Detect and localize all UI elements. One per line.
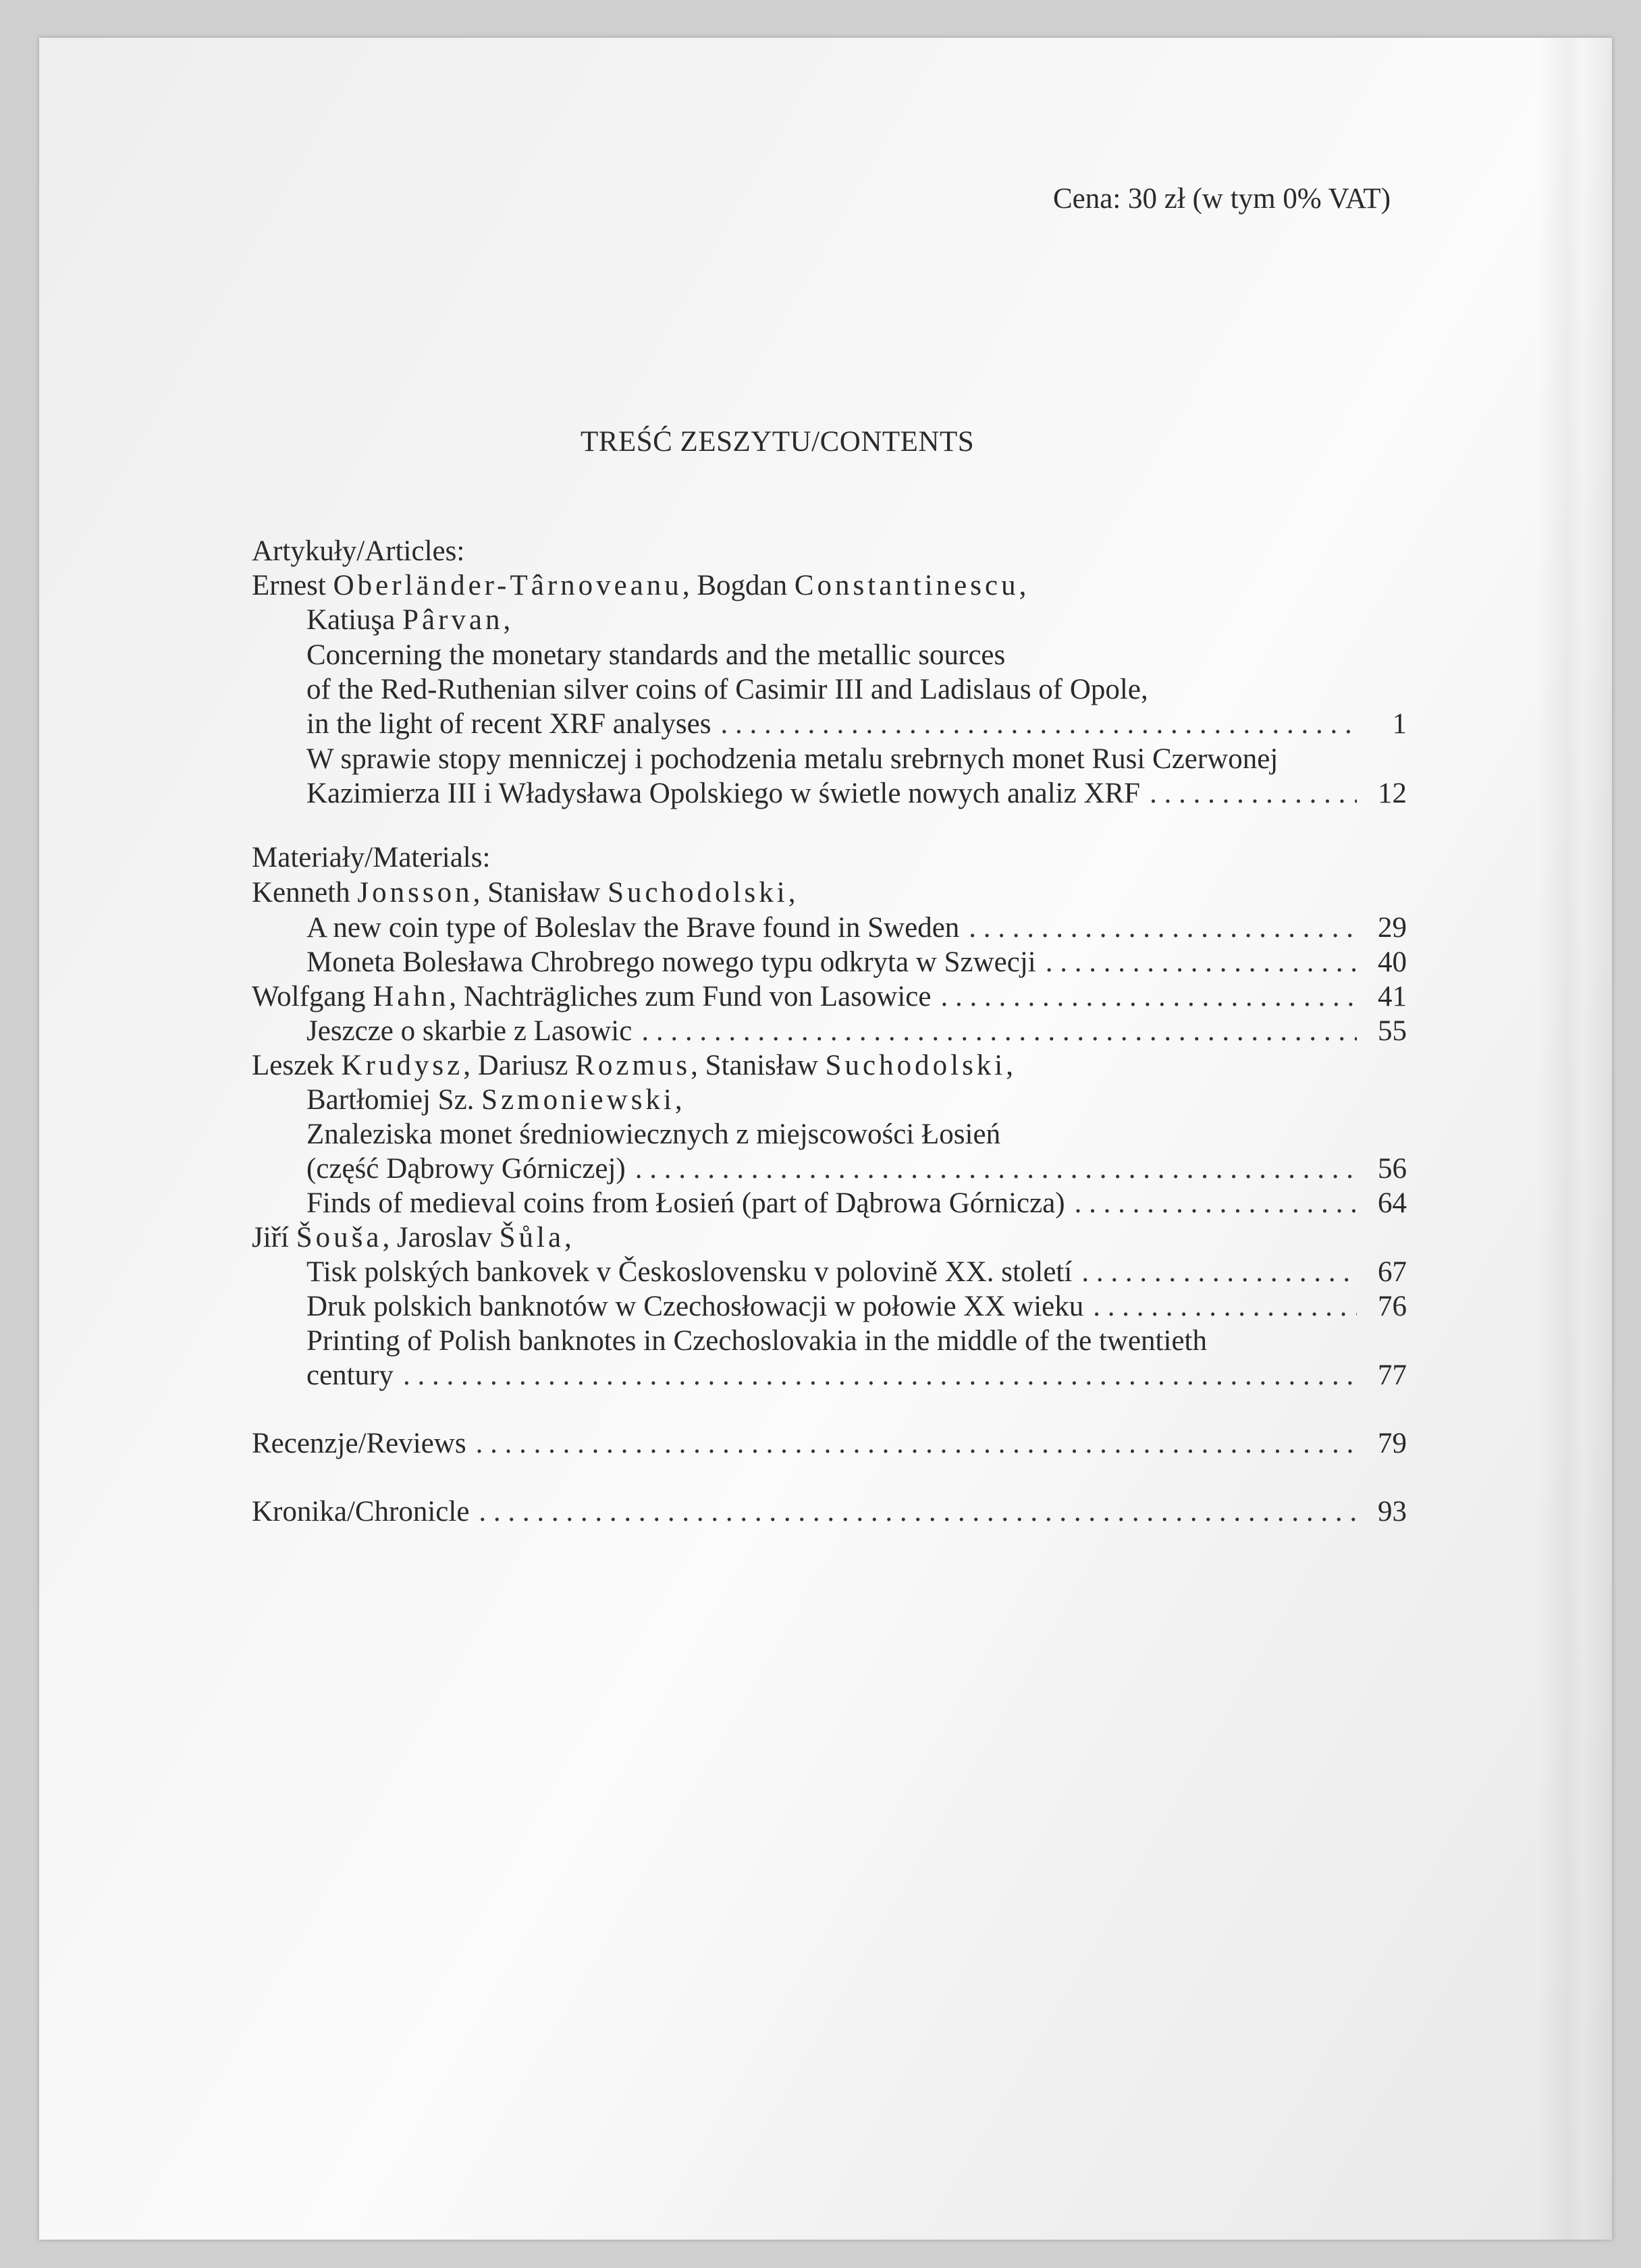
toc-entry[interactable]: Wolfgang Hahn, Nachträgliches zum Fund von Lasowice . . . 41	[252, 979, 1407, 1015]
article-authors-line-2: Katiuşa Pârvan,	[306, 604, 511, 636]
article-title-line-2: of the Red-Ruthenian silver coins of Casimir III and Ladislaus of Opole,	[306, 674, 1148, 705]
page-number: 64	[1378, 1187, 1407, 1219]
materials-authors-3: Leszek Krudysz, Dariusz Rozmus, Stanisław Suchodolski,	[252, 1050, 1014, 1081]
page-number: 12	[1378, 778, 1407, 809]
page-number: 41	[1378, 981, 1407, 1013]
article-title-line-1: Concerning the monetary standards and the metallic sources	[306, 639, 1006, 671]
articles-section-label: Artykuły/Articles:	[252, 535, 465, 567]
toc-entry[interactable]: Druk polskich banknotów w Czechosłowacji w połowie XX wieku . . . 76	[306, 1289, 1407, 1324]
materials-title-8-line-1: Printing of Polish banknotes in Czechoslovakia in the middle of the twentieth	[306, 1325, 1207, 1357]
page-number: 40	[1378, 946, 1407, 978]
toc-entry[interactable]: Finds of medieval coins from Łosień (part of Dąbrowa Górnicza) . . . 64	[306, 1186, 1407, 1221]
price-label: Cena: 30 zł (w tym 0% VAT)	[1053, 183, 1391, 215]
page-number: 67	[1378, 1256, 1407, 1288]
toc-entry[interactable]: Tisk polských bankovek v Československu v polovině XX. století . . . 67	[306, 1255, 1407, 1290]
spine-shadow	[1538, 38, 1612, 2240]
page-number: 77	[1378, 1359, 1407, 1391]
page-number: 93	[1378, 1496, 1407, 1528]
page-number: 1	[1392, 708, 1407, 740]
toc-entry[interactable]: century . . . 77	[306, 1358, 1407, 1393]
toc-entry[interactable]: (część Dąbrowy Górniczej) . . . 56	[306, 1152, 1407, 1187]
toc-entry-chronicle[interactable]: Kronika/Chronicle . . . 93	[252, 1494, 1407, 1530]
toc-entry[interactable]: A new coin type of Boleslav the Brave found in Sweden . . . 29	[306, 911, 1407, 946]
article-pl-title-line-1: W sprawie stopy menniczej i pochodzenia metalu srebrnych monet Rusi Czerwonej	[306, 743, 1279, 775]
page-number: 55	[1378, 1015, 1407, 1047]
article-authors-line-1: Ernest Oberländer-Târnoveanu, Bogdan Constantinescu,	[252, 570, 1027, 601]
page-number: 56	[1378, 1153, 1407, 1185]
toc-entry[interactable]: Moneta Bolesława Chrobrego nowego typu odkryta w Szwecji . . . 40	[306, 945, 1407, 980]
contents-heading: TREŚĆ ZESZYTU/CONTENTS	[581, 426, 975, 458]
toc-entry-reviews[interactable]: Recenzje/Reviews . . . 79	[252, 1426, 1407, 1461]
materials-title-4-line-1: Znaleziska monet średniowiecznych z miejscowości Łosień	[306, 1118, 1001, 1150]
toc-entry[interactable]: in the light of recent XRF analyses . . . 1	[306, 707, 1407, 742]
page-number: 76	[1378, 1291, 1407, 1322]
toc-entry[interactable]: Kazimierza III i Władysława Opolskiego w świetle nowych analiz XRF . . . 12	[306, 776, 1407, 811]
toc-entry[interactable]: Jeszcze o skarbie z Lasowic . . . 55	[306, 1014, 1407, 1049]
materials-section-label: Materiały/Materials:	[252, 842, 491, 873]
page-number: 29	[1378, 912, 1407, 944]
materials-authors-4: Jiří Šouša, Jaroslav Šůla,	[252, 1222, 572, 1253]
materials-authors-1: Kenneth Jonsson, Stanisław Suchodolski,	[252, 877, 796, 909]
materials-authors-3b: Bartłomiej Sz. Szmoniewski,	[306, 1084, 682, 1116]
page-number: 79	[1378, 1428, 1407, 1459]
